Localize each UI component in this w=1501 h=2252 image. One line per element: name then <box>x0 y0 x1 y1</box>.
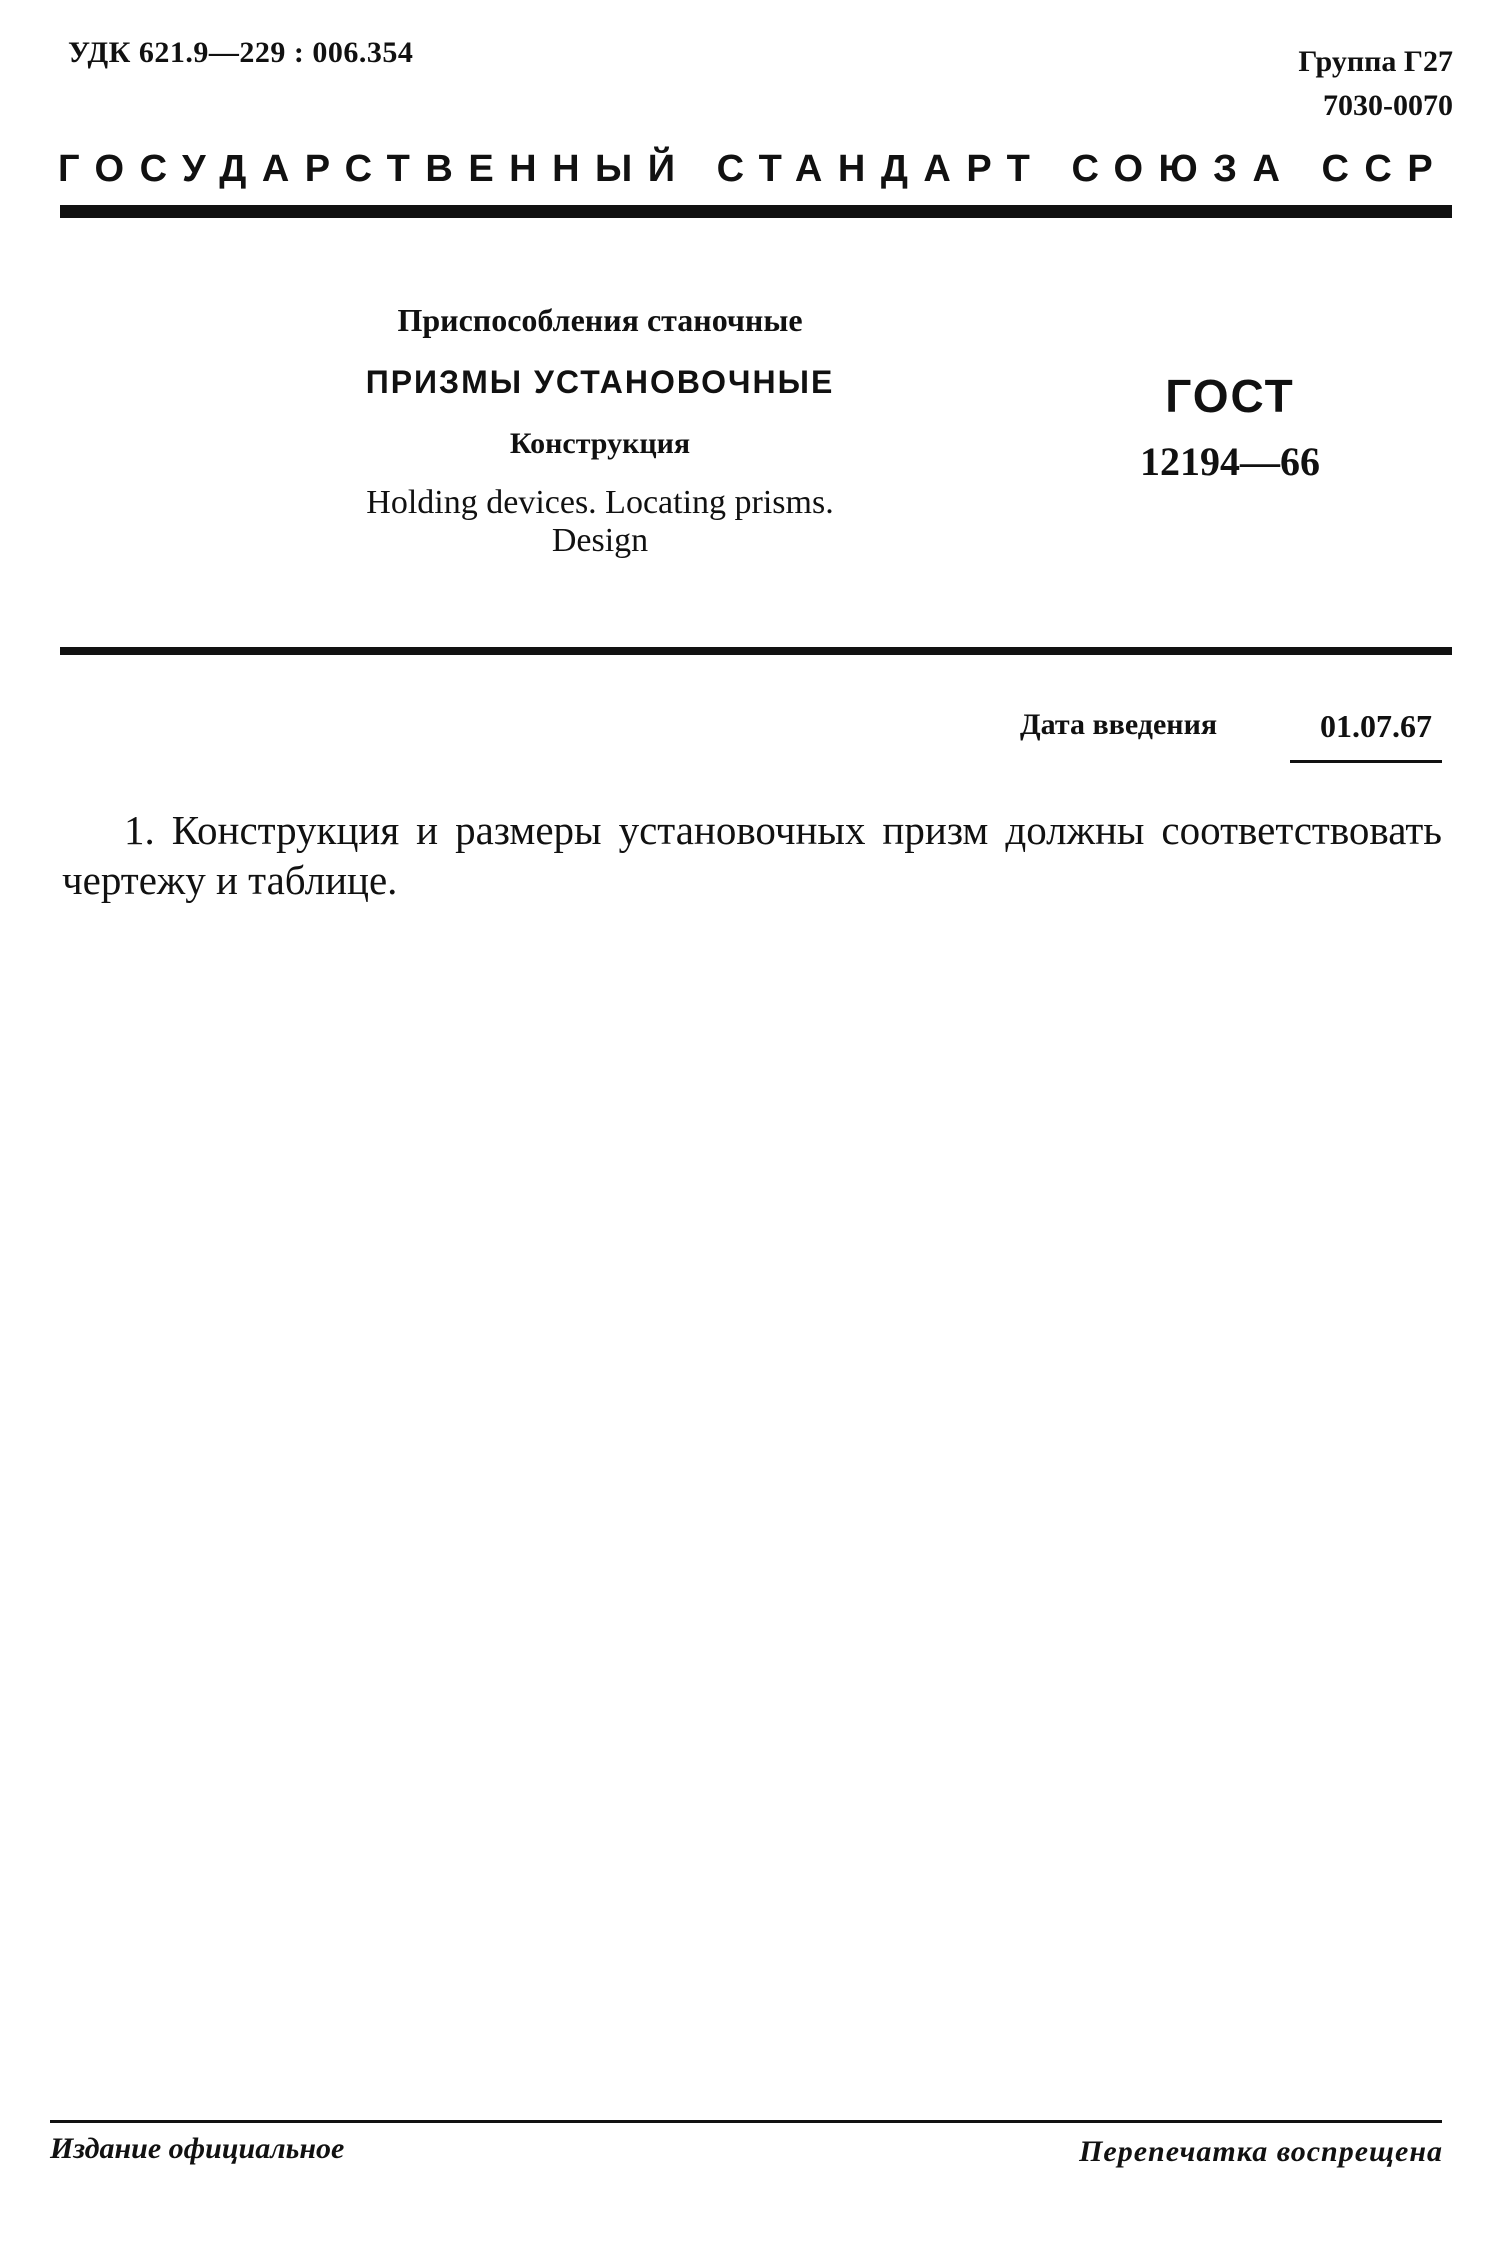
gost-label: ГОСТ <box>1165 370 1295 422</box>
gost-number: 12194—66 <box>1140 439 1320 484</box>
title-english <box>230 484 970 560</box>
footer-reprint-prohibited: Перепечатка воспрещена <box>1079 2135 1443 2168</box>
group-code <box>1298 40 1453 128</box>
title-block <box>230 300 970 560</box>
middle-divider <box>60 647 1452 655</box>
bottom-divider <box>50 2120 1442 2123</box>
state-standard-heading: ГОСУДАРСТВЕННЫЙ СТАНДАРТ СОЮЗА ССР <box>58 148 1449 190</box>
introduction-date-value: 01.07.67 <box>1320 708 1432 744</box>
title-english-line-2: Design <box>551 522 649 559</box>
title-name: ПРИЗМЫ УСТАНОВОЧНЫЕ <box>365 364 835 400</box>
body-paragraph-1: 1. Конструкция и размеры установочных призм должны соответствовать чертежу и таблице. <box>62 807 1442 903</box>
footer-official-edition: Издание официальное <box>50 2132 345 2165</box>
title-english-line-1: Holding devices. Locating prisms. <box>366 484 834 521</box>
title-subtitle: Конструкция <box>509 427 691 460</box>
gost-designation <box>1080 368 1380 486</box>
introduction-date-label: Дата введения <box>1020 708 1218 741</box>
group-line-2: 7030-0070 <box>1323 89 1453 122</box>
group-line-1: Группа Г27 <box>1298 45 1453 78</box>
udk-code: УДК 621.9—229 : 006.354 <box>68 36 414 69</box>
top-divider <box>60 205 1452 218</box>
date-underline <box>1290 760 1442 763</box>
title-category: Приспособления станочные <box>397 302 803 338</box>
